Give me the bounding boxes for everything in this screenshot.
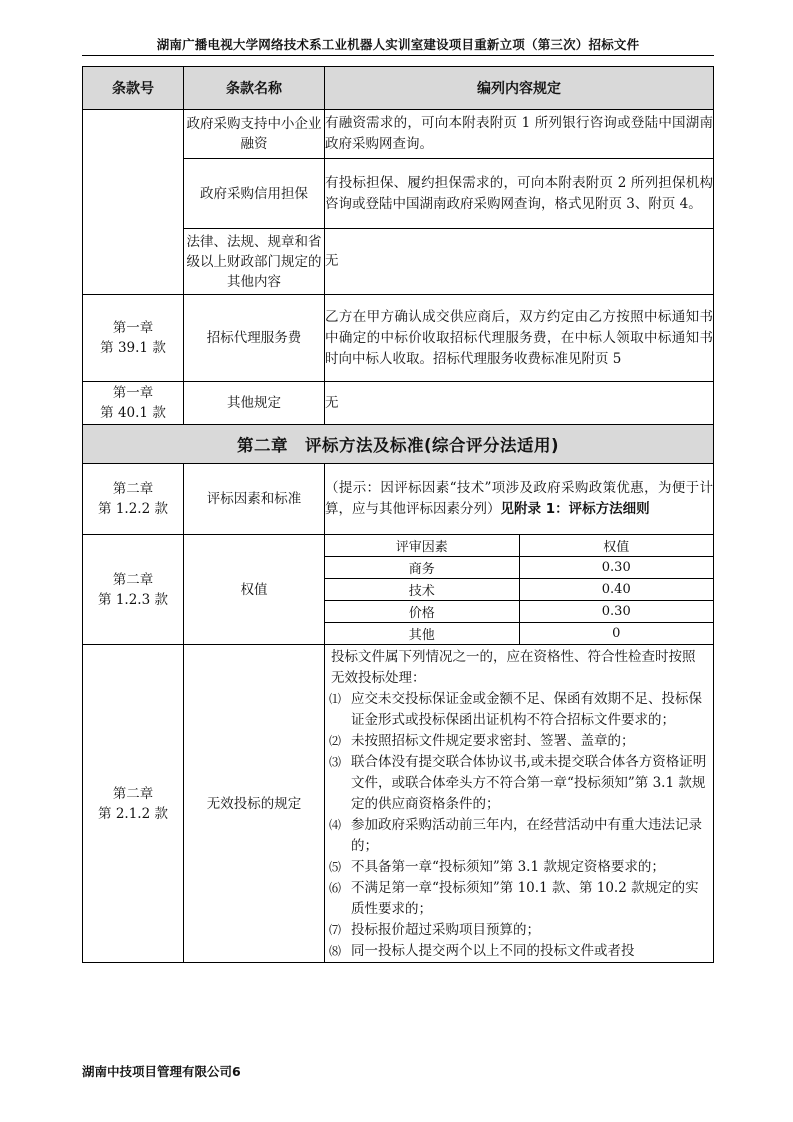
weights-cell xyxy=(325,535,714,645)
item-number: ⑵ xyxy=(329,734,342,748)
clause-chapter: 第二章 xyxy=(112,785,154,802)
clause-name-credit-guarantee: 政府采购信用担保 xyxy=(184,159,325,229)
item-number: ⑴ xyxy=(329,692,342,706)
item-number: ⑸ xyxy=(329,860,342,874)
clause-name-weights: 权值 xyxy=(184,535,325,645)
clause-section: 第 1.2.3 款 xyxy=(98,591,168,608)
clause-section: 第 40.1 款 xyxy=(100,405,166,421)
clause-chapter: 第一章 xyxy=(112,385,154,401)
weights-factor: 商务 xyxy=(325,557,519,579)
weights-header-row xyxy=(325,535,713,557)
weights-value: 0.30 xyxy=(519,601,713,623)
table-row xyxy=(83,645,714,963)
clause-name-sme-financing: 政府采购支持中小企业融资 xyxy=(184,110,325,159)
weights-header-weight: 权值 xyxy=(519,535,713,557)
table-row xyxy=(83,464,714,535)
clause-name-invalid-bids: 无效投标的规定 xyxy=(184,645,325,963)
clause-no-1-2-2 xyxy=(83,464,184,535)
chapter-heading-row xyxy=(83,425,714,464)
clause-content-agency-fee: 乙方在甲方确认成交供应商后，双方约定由乙方按照中标通知书中确定的中标价收取招标代理服务费，在中标人领取中标通知书时向中标人收取。招标代理服务收费标准见附页 5 xyxy=(325,295,714,382)
clause-content-sme-financing: 有融资需求的，可向本附表附页 1 所列银行咨询或登陆中国湖南政府采购网查询。 xyxy=(325,110,714,159)
clause-no-cell-empty xyxy=(83,110,184,295)
weights-value: 0.40 xyxy=(519,579,713,601)
weights-value: 0 xyxy=(612,626,621,641)
header-content: 编列内容规定 xyxy=(325,67,714,110)
table-row xyxy=(83,110,714,159)
clause-chapter: 第二章 xyxy=(112,571,154,588)
clause-name-agency-fee: 招标代理服务费 xyxy=(184,295,325,382)
weights-factor: 技术 xyxy=(325,579,519,601)
item-number: ⑻ xyxy=(329,944,342,958)
item-number: ⑹ xyxy=(329,881,342,895)
list-item xyxy=(325,941,713,962)
table-row xyxy=(83,295,714,382)
clause-section: 第 39.1 款 xyxy=(100,340,166,356)
item-text: 不满足第一章“投标须知”第 10.1 款、第 10.2 款规定的实质性要求的； xyxy=(351,880,699,917)
clause-name-other-provisions: 其他规定 xyxy=(184,382,325,425)
item-text: 未按照招标文件规定要求密封、签署、盖章的； xyxy=(351,733,635,749)
chapter-2-title: 第二章 评标方法及标准(综合评分法适用) xyxy=(83,425,714,464)
weights-table xyxy=(325,535,713,644)
item-number: ⑺ xyxy=(329,923,342,937)
clause-chapter: 第一章 xyxy=(112,320,154,336)
clause-content-credit-guarantee: 有投标担保、履约担保需求的，可向本附表附页 2 所列担保机构咨询或登陆中国湖南政府采购网查询，格式见附页 3、附页 4。 xyxy=(325,159,714,229)
item-text: 同一投标人提交两个以上不同的投标文件或者投 xyxy=(351,943,635,959)
weights-row xyxy=(325,601,713,623)
item-text: 不具备第一章“投标须知”第 3.1 款规定资格要求的； xyxy=(351,859,665,875)
list-item xyxy=(325,689,713,731)
list-item xyxy=(325,920,713,941)
clause-section: 第 1.2.2 款 xyxy=(98,501,168,517)
list-item xyxy=(325,731,713,752)
header-clause-no: 条款号 xyxy=(83,67,184,110)
weights-value: 0.30 xyxy=(519,557,713,579)
item-text: 应交未交投标保证金或金额不足、保函有效期不足、投标保证金形式或投标保函出证机构不符合招标文件要求的； xyxy=(351,691,702,728)
weights-row xyxy=(325,623,713,645)
item-text: 参加政府采购活动前三年内，在经营活动中有重大违法记录的； xyxy=(351,817,702,854)
list-item xyxy=(325,815,713,857)
clause-content-other-provisions: 无 xyxy=(325,382,714,425)
clause-content-evaluation-factors xyxy=(325,464,714,535)
item-text: 投标报价超过采购项目预算的； xyxy=(351,922,540,938)
weights-row xyxy=(325,557,713,579)
header-clause-name: 条款名称 xyxy=(184,67,325,110)
item-text: 联合体没有提交联合体协议书,或未提交联合体各方资格证明文件，或联合体牵头方不符合第一章“投标须知”第 3.1 款规定的供应商资格条件的； xyxy=(351,754,707,812)
table-row xyxy=(83,535,714,645)
clause-name-evaluation-factors: 评标因素和标准 xyxy=(184,464,325,535)
evaluation-appendix-ref: 见附录 1：评标方法细则 xyxy=(500,501,650,517)
page-header-title: 湖南广播电视大学网络技术系工业机器人实训室建设项目重新立项（第三次）招标文件 xyxy=(156,37,640,52)
clause-chapter: 第二章 xyxy=(112,481,154,497)
clause-no-2-1-2 xyxy=(83,645,184,963)
clause-name-other-regulations: 法律、法规、规章和省级以上财政部门规定的其他内容 xyxy=(184,229,325,295)
bidding-terms-table xyxy=(82,66,714,963)
invalid-bids-intro: 投标文件属下列情况之一的，应在资格性、符合性检查时按照无效投标处理： xyxy=(331,649,696,686)
clause-no-1-2-3 xyxy=(83,535,184,645)
clause-content-other-regulations: 无 xyxy=(325,229,714,295)
header-divider xyxy=(82,55,714,56)
clause-no-39-1 xyxy=(83,295,184,382)
item-number: ⑷ xyxy=(329,818,342,832)
weights-factor: 价格 xyxy=(325,601,519,623)
clause-section: 第 2.1.2 款 xyxy=(98,805,168,822)
table-header-row xyxy=(83,67,714,110)
page-footer: 湖南中技项目管理有限公司6 xyxy=(82,1064,241,1079)
clause-content-invalid-bids xyxy=(325,645,714,963)
table-row xyxy=(83,382,714,425)
list-item xyxy=(325,878,713,920)
weights-factor: 其他 xyxy=(325,623,519,645)
list-item xyxy=(325,752,713,815)
item-number: ⑶ xyxy=(329,755,342,769)
clause-no-40-1 xyxy=(83,382,184,425)
weights-row xyxy=(325,579,713,601)
evaluation-note: （提示：因评标因素“技术”项涉及政府采购政策优惠，为便于计算，应与其他评标因素分列） xyxy=(325,480,713,517)
list-item xyxy=(325,857,713,878)
weights-header-factor: 评审因素 xyxy=(325,535,519,557)
